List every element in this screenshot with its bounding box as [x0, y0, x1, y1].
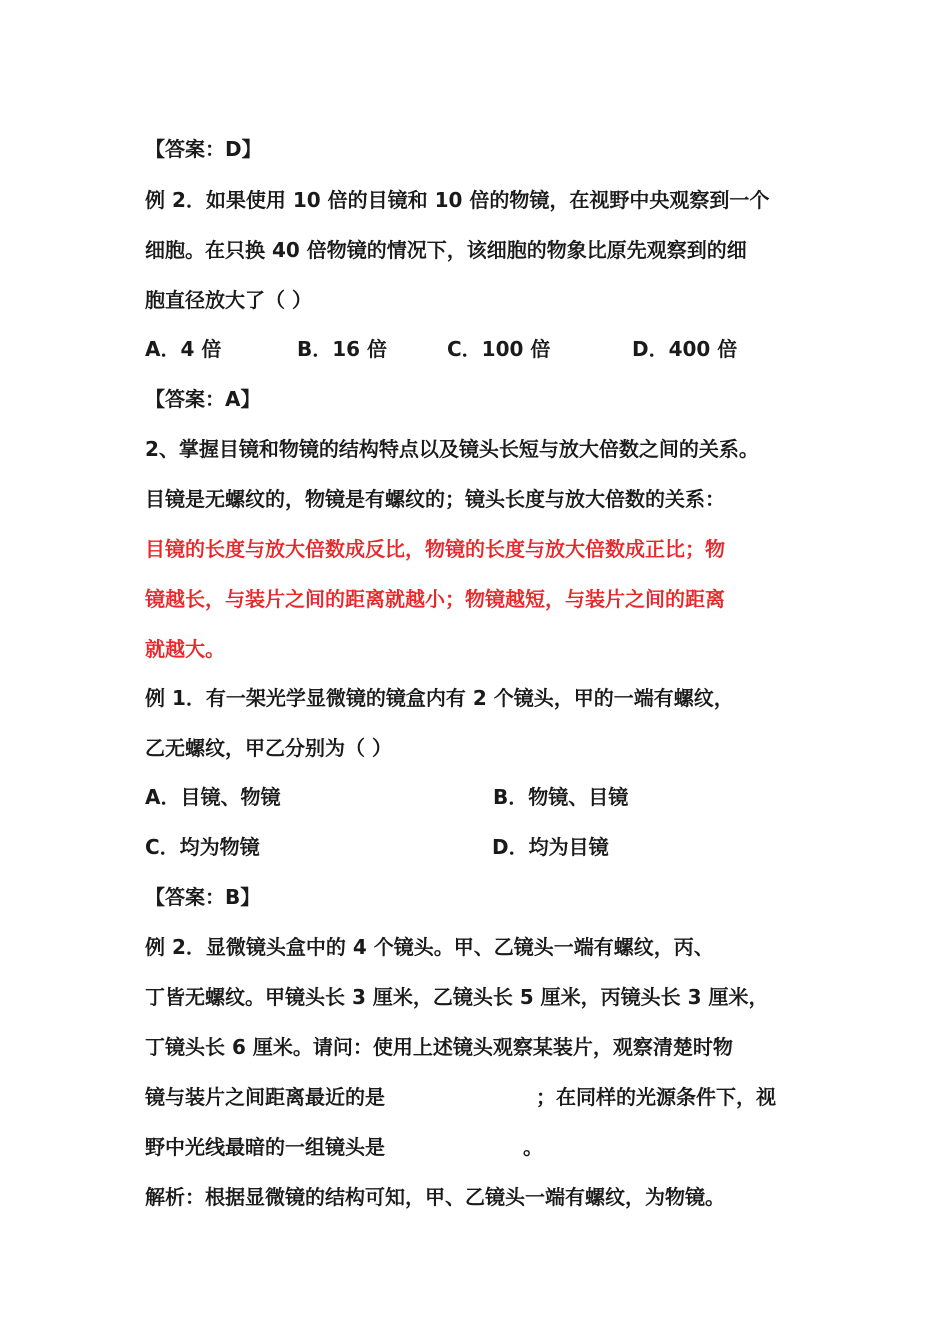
example-2b-line-4-end: ；在同样的光源条件下，视 — [536, 1085, 776, 1109]
option-c: C．100 倍 — [447, 337, 551, 361]
option-d: D．400 倍 — [632, 337, 738, 361]
example-2-line-1: 例 2．如果使用 10 倍的目镜和 10 倍的物镜，在视野中央观察到一个 — [145, 188, 770, 212]
option-a: A．4 倍 — [145, 337, 222, 361]
example-2b-line-5-end: 。 — [523, 1135, 543, 1159]
analysis-line: 解析：根据显微镜的结构可知，甲、乙镜头一端有螺纹，为物镜。 — [145, 1185, 725, 1209]
example-2b-line-2: 丁皆无螺纹。甲镜头长 3 厘米，乙镜头长 5 厘米，丙镜头长 3 厘米， — [145, 985, 769, 1009]
example-2-line-3: 胞直径放大了（ ） — [145, 288, 312, 312]
ex1-option-a: A．目镜、物镜 — [145, 785, 281, 809]
highlight-line-1: 目镜的长度与放大倍数成反比，物镜的长度与放大倍数成正比；物 — [145, 537, 725, 561]
option-b: B．16 倍 — [297, 337, 388, 361]
example-2b-line-5-start: 野中光线最暗的一组镜头是 — [145, 1135, 385, 1159]
ex1-option-b: B．物镜、目镜 — [493, 785, 629, 809]
example-2b-line-4-start: 镜与装片之间距离最近的是 — [145, 1085, 385, 1109]
point-2-line-1: 2、掌握目镜和物镜的结构特点以及镜头长短与放大倍数之间的关系。 — [145, 437, 759, 461]
ex1-option-d: D．均为目镜 — [492, 835, 609, 859]
example-2-line-2: 细胞。在只换 40 倍物镜的情况下，该细胞的物象比原先观察到的细 — [145, 238, 747, 262]
point-2-line-2: 目镜是无螺纹的，物镜是有螺纹的；镜头长度与放大倍数的关系： — [145, 487, 725, 511]
example-1-line-1: 例 1．有一架光学显微镜的镜盒内有 2 个镜头，甲的一端有螺纹， — [145, 686, 734, 710]
answer-d: 【答案：D】 — [145, 137, 262, 161]
highlight-line-3: 就越大。 — [145, 637, 225, 661]
ex1-option-c: C．均为物镜 — [145, 835, 260, 859]
answer-a: 【答案：A】 — [145, 387, 261, 411]
highlight-line-2: 镜越长，与装片之间的距离就越小；物镜越短，与装片之间的距离 — [145, 587, 725, 611]
answer-b: 【答案：B】 — [145, 885, 261, 909]
example-1-line-2: 乙无螺纹，甲乙分别为（ ） — [145, 736, 392, 760]
example-2b-line-3: 丁镜头长 6 厘米。请问：使用上述镜头观察某装片，观察清楚时物 — [145, 1035, 733, 1059]
example-2b-line-1: 例 2．显微镜头盒中的 4 个镜头。甲、乙镜头一端有螺纹，丙、 — [145, 935, 714, 959]
